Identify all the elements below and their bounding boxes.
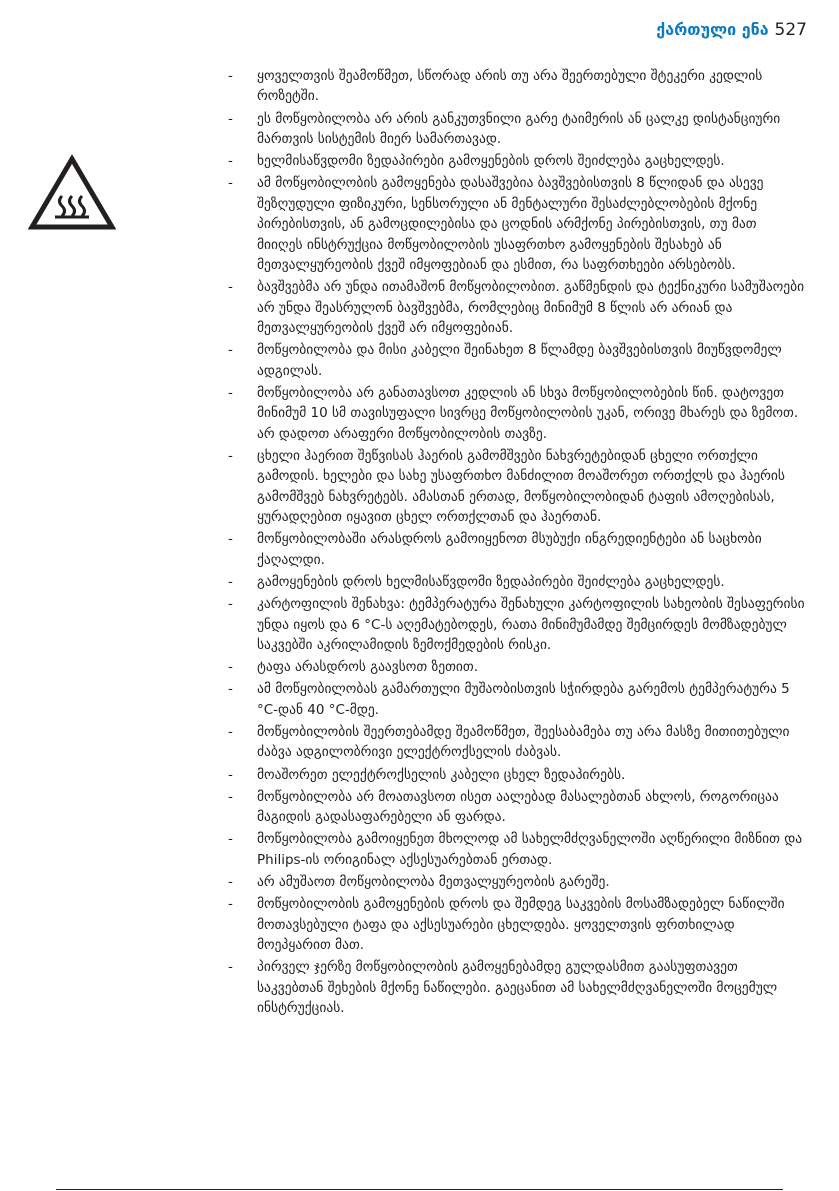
bullet-item [224,529,806,570]
bullet-dash: - [228,384,233,401]
page-header [656,20,807,40]
bullet-dash: - [228,447,233,464]
bullet-text: კარტოფილის შენახვა: ტემპერატურა შენახული კარტოფილის სახეობის შესაფერისი უნდა იყოს და 6 °C-ს აღემატებოდეს, რათა მინიმუმამდე შემცირდეს მომზადებულ საკვებში აკრილამიდის ზემოქმედების რისკი. [257,596,805,653]
bullet-dash: - [228,110,233,127]
bullet-text: მოწყობილობა არ მოათავსოთ ისეთ აალებად მასალებთან ახლოს, როგორიცაა მაგიდის გადასაფარებელი ან ფარდა. [257,788,779,826]
bullet-item [224,787,806,828]
language-label: ქართული ენა [656,20,769,39]
bullet-text: მოწყობილობის შეერთებამდე შეამოწმეთ, შეესაბამება თუ არა მასზე მითითებული ძაბვა ადგილობრივი ელექტროქსელის ძაბვას. [257,723,790,761]
bullet-dash: - [228,681,233,698]
footer-divider [56,1189,783,1190]
bullet-item [224,109,806,150]
bullet-text: მოაშორეთ ელექტროქსელის კაბელი ცხელ ზედაპირებს. [257,766,626,783]
bullet-text: ცხელი ჰაერით შეწვისას ჰაერის გამომშვები ნახვრეტებიდან ცხელი ორთქლი გამოდის. ხელები და სახე უსაფრთხო მანძილით მოაშორეთ ორთქლს და ჰაერის გამომშვებ ნახვრეტებს. ამასთან ერთად, მოწყობილობიდან ტაფის ამოღებისას, ყურადღებით იყავით ცხელ ორთქლთან და ჰაერთან. [257,447,785,526]
hot-surface-warning-icon [28,154,116,232]
bullet-dash: - [228,659,233,676]
bullet-dash: - [228,596,233,613]
bullet-dash: - [228,873,233,890]
bullet-text: ამ მოწყობილობას გამართული მუშაობისთვის სჭირდება გარემოს ტემპერატურა 5 °C-დან 40 °C-მდე. [257,681,790,718]
bullet-dash: - [228,788,233,805]
bullet-item [224,151,806,171]
safety-bullet-list [224,66,806,1020]
page-number: 527 [774,20,807,40]
bullet-item [224,872,806,892]
bullet-text: არ ამუშაოთ მოწყობილობა მეთვალყურეობის გარეშე. [257,873,610,890]
bullet-item [224,66,806,107]
bullet-dash: - [228,342,233,359]
bullet-text: მოწყობილობა არ განათავსოთ კედლის ან სხვა მოწყობილობების წინ. დატოვეთ მინიმუმ 10 სმ თავისუფალი სივრცე მოწყობილობის უკან, ორივე მხარეს და ზემოთ. არ დადოთ არაფერი მოწყობილობის თავზე. [257,384,799,442]
bullet-dash: - [228,531,233,548]
bullet-text: გამოყენების დროს ხელმისაწვდომი ზედაპირები შეიძლება გაცხელდეს. [257,573,725,590]
bullet-text: მოწყობილობის გამოყენების დროს და შემდეგ საკვების მოსამზადებელ ნაწილში მოთავსებული ტაფა და აქსესუარები ცხელდება. ყოველთვის ფრთხილად მოეპყარით მათ. [257,896,785,953]
bullet-item [224,957,806,1018]
bullet-item [224,657,806,677]
bullet-text: ყოველთვის შეამოწმეთ, სწორად არის თუ არა შეერთებული შტეკერი კედლის როზეტში. [257,68,763,105]
bullet-item [224,722,806,763]
bullet-item [224,894,806,955]
bullet-dash: - [228,153,233,170]
bullet-text: მოწყობილობა და მისი კაბელი შეინახეთ 8 წლამდე ბავშვებისთვის მიუწვდომელ ადგილას. [257,342,782,379]
bullet-dash: - [228,279,233,296]
bullet-dash: - [228,723,233,740]
bullet-text: ტაფა არასდროს გაავსოთ ზეთით. [257,659,478,676]
bullet-text: მოწყობილობა გამოიყენეთ მხოლოდ ამ სახელმძღვანელოში აღწერილი მიზნით და Philips-ის ორიგინალ აქსესუარებთან ერთად. [257,831,803,868]
bullet-item [224,765,806,785]
bullet-dash: - [228,766,233,783]
bullet-text: ამ მოწყობილობის გამოყენება დასაშვებია ბავშვებისთვის 8 წლიდან და ასევე შეზღუდული ფიზიკური, სენსორული ან მენტალური შესაძლებლობების მქონე პირებისთვის, ან გამოცდილებისა და ცოდნის არმქონე პირებისთვის, თუ მათ მიიღეს ინსტრუქცია მოწყობილობის უსაფრთხო გამოყენების შესახებ ან მეთვალყურეობის ქვეშ იმყოფებიან და ესმით, რა საფრთხეები არსებობს. [257,175,764,274]
bullet-item [224,277,806,338]
bullet-dash: - [228,175,233,192]
bullet-item [224,679,806,720]
bullet-dash: - [228,896,233,913]
bullet-text: პირველ ჯერზე მოწყობილობის გამოყენებამდე გულდასმით გაასუფთავეთ საკვებთან შეხების მქონე ნაწილები. გაეცანით ამ სახელმძღვანელოში მოცემულ ინსტრუქციას. [257,959,778,1017]
bullet-item [224,340,806,381]
bullet-item [224,594,806,655]
bullet-dash: - [228,959,233,976]
bullet-text: ხელმისაწვდომი ზედაპირები გამოყენების დროს შეიძლება გაცხელდეს. [257,153,725,170]
bullet-dash: - [228,831,233,848]
bullet-item [224,829,806,870]
bullet-item [224,446,806,528]
bullet-item [224,383,806,444]
bullet-text: მოწყობილობაში არასდროს გამოიყენოთ მსუბუქი ინგრედიენტები ან საცხობი ქაღალდი. [257,531,762,568]
bullet-dash: - [228,573,233,590]
bullet-text: ეს მოწყობილობა არ არის განკუთვნილი გარე ტაიმერის ან ცალკე დისტანციური მართვის სისტემის მიერ სამართავად. [257,110,781,148]
bullet-dash: - [228,68,233,84]
bullet-text: ბავშვებმა არ უნდა ითამაშონ მოწყობილობით. გაწმენდის და ტექნიკური სამუშაოები არ უნდა შეასრულონ ბავშვებმა, რომლებიც მინიმუმ 8 წლის არ არიან და მეთვალყურეობის ქვეშ არ იმყოფებიან. [257,279,805,337]
hot-surface-triangle-icon [28,154,116,232]
bullet-item [224,173,806,275]
bullet-item [224,572,806,592]
